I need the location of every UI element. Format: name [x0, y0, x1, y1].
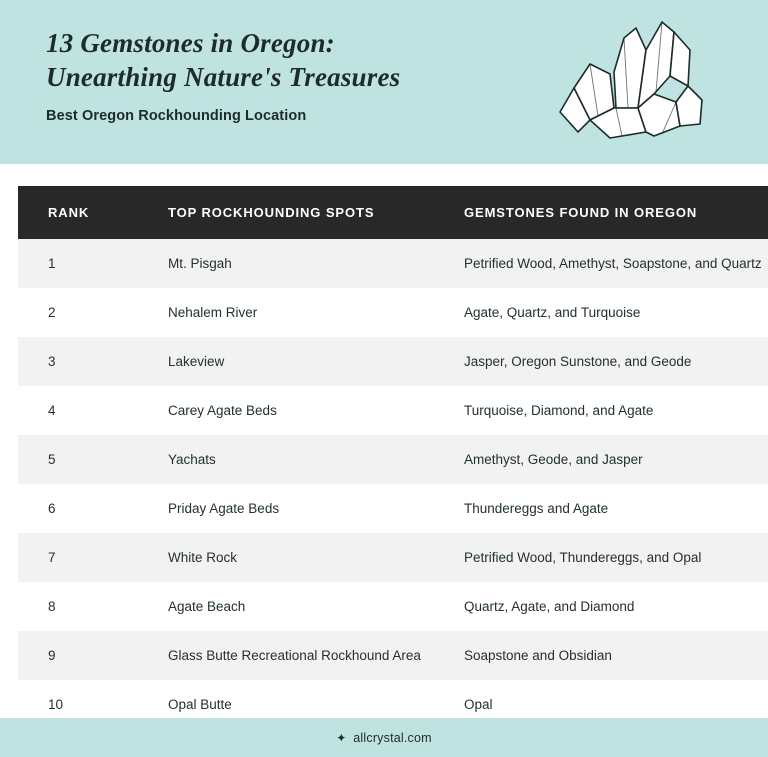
cell-spot: Mt. Pisgah [146, 239, 446, 288]
table-row [18, 239, 768, 288]
cell-rank: 7 [18, 533, 146, 582]
header-banner [0, 0, 768, 164]
gemstone-cluster-icon [550, 16, 720, 144]
column-header-rank: RANK [18, 186, 146, 239]
cell-spot: Priday Agate Beds [146, 484, 446, 533]
sparkle-icon: ✦ [336, 730, 347, 745]
cell-gems: Amethyst, Geode, and Jasper [446, 435, 768, 484]
page-subtitle: Best Oregon Rockhounding Location [46, 108, 307, 124]
cell-spot: Nehalem River [146, 288, 446, 337]
cell-rank: 8 [18, 582, 146, 631]
cell-spot: Glass Butte Recreational Rockhound Area [146, 631, 446, 680]
cell-rank: 3 [18, 337, 146, 386]
cell-gems: Turquoise, Diamond, and Agate [446, 386, 768, 435]
rockhounding-table [18, 186, 762, 729]
table-row [18, 435, 768, 484]
cell-rank: 4 [18, 386, 146, 435]
table-header-row [18, 186, 768, 239]
cell-gems: Petrified Wood, Amethyst, Soapstone, and Quartz [446, 239, 768, 288]
cell-spot: Lakeview [146, 337, 446, 386]
table-row [18, 484, 768, 533]
page-title-line-1: 13 Gemstones in Oregon: [46, 28, 335, 58]
cell-rank: 9 [18, 631, 146, 680]
cell-gems: Jasper, Oregon Sunstone, and Geode [446, 337, 768, 386]
table-row [18, 582, 768, 631]
cell-gems: Quartz, Agate, and Diamond [446, 582, 768, 631]
footer-site-label: allcrystal.com [353, 730, 432, 745]
column-header-spot: TOP ROCKHOUNDING SPOTS [146, 186, 446, 239]
cell-rank: 10 [18, 680, 146, 729]
cell-spot: Opal Butte [146, 680, 446, 729]
table-row [18, 288, 768, 337]
table-row [18, 386, 768, 435]
cell-gems: Thundereggs and Agate [446, 484, 768, 533]
cell-gems: Opal [446, 680, 768, 729]
table-row [18, 631, 768, 680]
table-row [18, 337, 768, 386]
footer-bar [0, 718, 768, 757]
cell-spot: Carey Agate Beds [146, 386, 446, 435]
gemstones-table [18, 186, 768, 729]
cell-spot: Yachats [146, 435, 446, 484]
column-header-gems: GEMSTONES FOUND IN OREGON [446, 186, 768, 239]
cell-rank: 2 [18, 288, 146, 337]
table-row [18, 533, 768, 582]
cell-spot: Agate Beach [146, 582, 446, 631]
table-body [18, 239, 768, 729]
page-title-line-2: Unearthing Nature's Treasures [46, 62, 401, 92]
cell-spot: White Rock [146, 533, 446, 582]
cell-gems: Petrified Wood, Thundereggs, and Opal [446, 533, 768, 582]
page-title [46, 26, 546, 94]
cell-gems: Agate, Quartz, and Turquoise [446, 288, 768, 337]
cell-rank: 6 [18, 484, 146, 533]
cell-rank: 5 [18, 435, 146, 484]
cell-gems: Soapstone and Obsidian [446, 631, 768, 680]
cell-rank: 1 [18, 239, 146, 288]
table-head [18, 186, 768, 239]
